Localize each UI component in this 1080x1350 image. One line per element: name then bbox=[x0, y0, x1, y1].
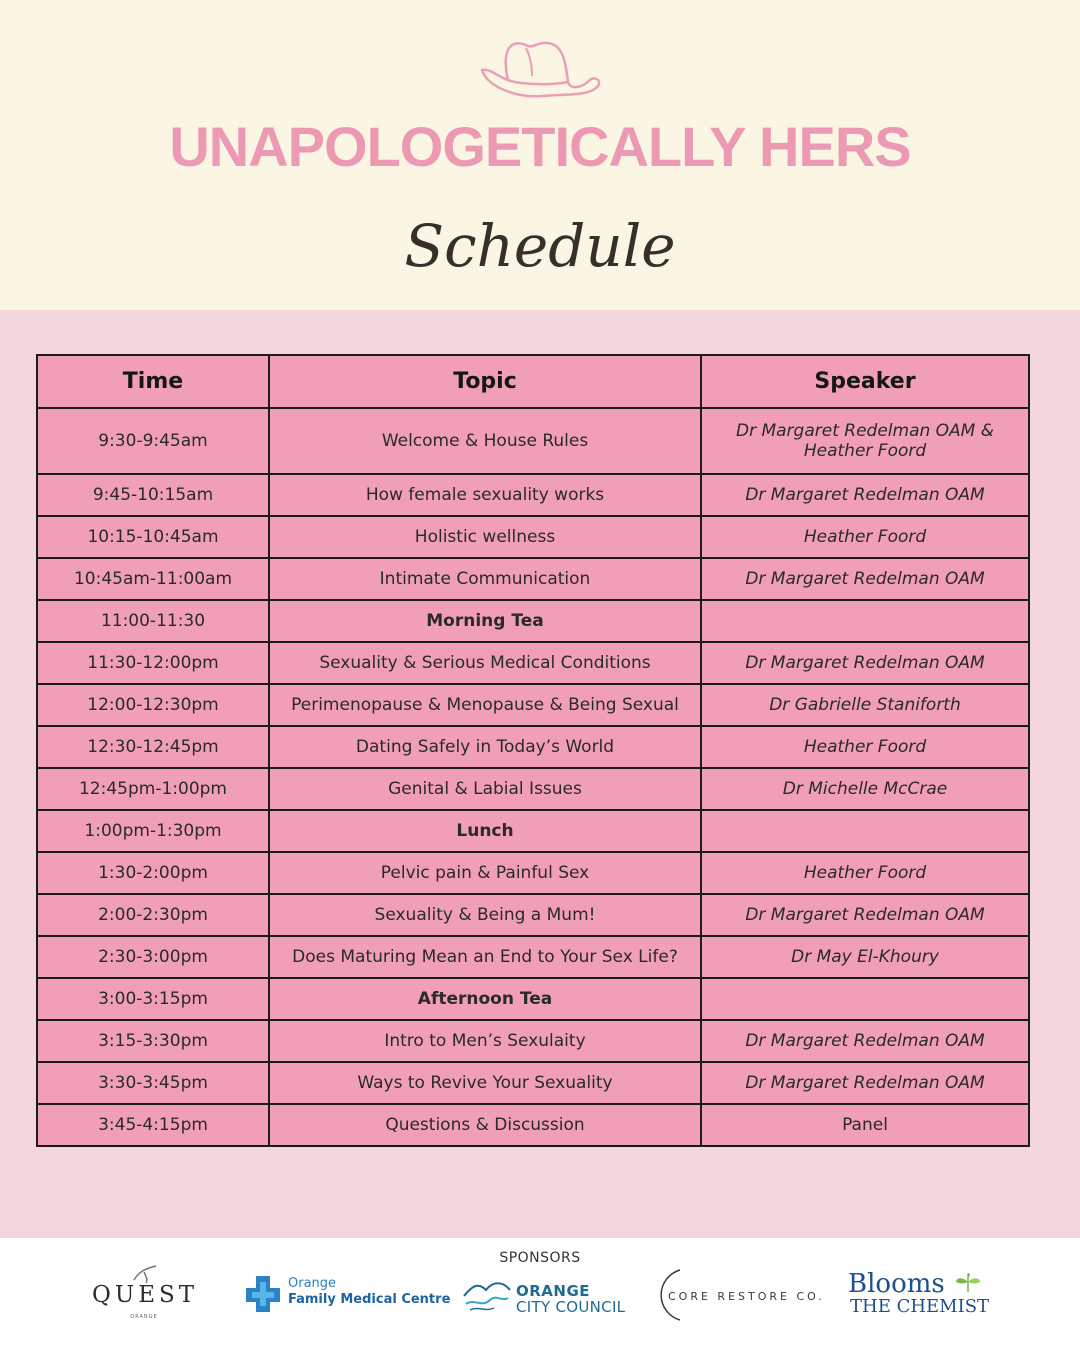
speaker-cell: Dr Margaret Redelman OAM bbox=[701, 1020, 1029, 1062]
leaf-icon bbox=[954, 1272, 982, 1294]
cowboy-hat-icon bbox=[478, 36, 602, 108]
topic-cell: Sexuality & Serious Medical Conditions bbox=[269, 642, 701, 684]
blooms-line1: Blooms bbox=[848, 1269, 945, 1299]
speaker-cell: Panel bbox=[701, 1104, 1029, 1146]
speaker-cell bbox=[701, 978, 1029, 1020]
sponsors-label: SPONSORS bbox=[499, 1250, 581, 1266]
medical-cross-icon bbox=[244, 1274, 282, 1314]
topic-cell: How female sexuality works bbox=[269, 474, 701, 516]
blooms-line2: THE CHEMIST bbox=[850, 1296, 990, 1317]
topic-cell: Ways to Revive Your Sexuality bbox=[269, 1062, 701, 1104]
core-restore-name: CORE RESTORE CO. bbox=[668, 1290, 825, 1303]
sponsors-footer bbox=[0, 1238, 1080, 1350]
time-cell: 9:30-9:45am bbox=[37, 408, 269, 474]
time-cell: 2:00-2:30pm bbox=[37, 894, 269, 936]
quest-sub: ORANGE bbox=[130, 1314, 158, 1320]
table-row bbox=[37, 408, 1029, 474]
speaker-cell: Dr Margaret Redelman OAM bbox=[701, 894, 1029, 936]
orange-city-council-logo bbox=[462, 1274, 632, 1318]
hills-icon bbox=[462, 1276, 512, 1314]
occ-line1: ORANGE bbox=[516, 1282, 591, 1300]
core-restore-logo bbox=[652, 1268, 825, 1322]
speaker-cell bbox=[701, 810, 1029, 852]
speaker-cell bbox=[701, 600, 1029, 642]
topic-cell: Intro to Men’s Sexulaity bbox=[269, 1020, 701, 1062]
time-cell: 10:45am-11:00am bbox=[37, 558, 269, 600]
table-row bbox=[37, 516, 1029, 558]
table-row bbox=[37, 600, 1029, 642]
table-header-row bbox=[37, 355, 1029, 408]
speaker-cell: Dr Gabrielle Staniforth bbox=[701, 684, 1029, 726]
topic-cell: Does Maturing Mean an End to Your Sex Life? bbox=[269, 936, 701, 978]
column-header-speaker: Speaker bbox=[701, 355, 1029, 408]
table-row bbox=[37, 1020, 1029, 1062]
time-cell: 3:45-4:15pm bbox=[37, 1104, 269, 1146]
occ-line2: CITY COUNCIL bbox=[516, 1298, 626, 1316]
table-row bbox=[37, 558, 1029, 600]
table-row bbox=[37, 684, 1029, 726]
blooms-the-chemist-logo bbox=[848, 1270, 998, 1320]
break-topic-cell: Lunch bbox=[269, 810, 701, 852]
ofmc-line2: Family Medical Centre bbox=[288, 1292, 451, 1307]
ofmc-line1: Orange bbox=[288, 1276, 337, 1291]
topic-cell: Holistic wellness bbox=[269, 516, 701, 558]
speaker-cell: Dr Margaret Redelman OAM & Heather Foord bbox=[701, 408, 1029, 474]
time-cell: 3:30-3:45pm bbox=[37, 1062, 269, 1104]
time-cell: 11:30-12:00pm bbox=[37, 642, 269, 684]
time-cell: 2:30-3:00pm bbox=[37, 936, 269, 978]
event-title: UNAPOLOGETICALLY HERS bbox=[169, 115, 911, 178]
table-row bbox=[37, 810, 1029, 852]
table-row bbox=[37, 726, 1029, 768]
speaker-cell: Heather Foord bbox=[701, 852, 1029, 894]
topic-cell: Welcome & House Rules bbox=[269, 408, 701, 474]
quest-bird-icon bbox=[130, 1264, 160, 1284]
speaker-cell: Dr Margaret Redelman OAM bbox=[701, 474, 1029, 516]
speaker-cell: Dr Michelle McCrae bbox=[701, 768, 1029, 810]
quest-logo bbox=[92, 1264, 199, 1326]
speaker-cell: Heather Foord bbox=[701, 726, 1029, 768]
topic-cell: Pelvic pain & Painful Sex bbox=[269, 852, 701, 894]
page-title: Schedule bbox=[404, 212, 676, 280]
time-cell: 9:45-10:15am bbox=[37, 474, 269, 516]
table-row bbox=[37, 852, 1029, 894]
topic-cell: Sexuality & Being a Mum! bbox=[269, 894, 701, 936]
speaker-cell: Dr Margaret Redelman OAM bbox=[701, 642, 1029, 684]
table-row bbox=[37, 474, 1029, 516]
time-cell: 11:00-11:30 bbox=[37, 600, 269, 642]
column-header-time: Time bbox=[37, 355, 269, 408]
speaker-cell: Heather Foord bbox=[701, 516, 1029, 558]
time-cell: 1:00pm-1:30pm bbox=[37, 810, 269, 852]
time-cell: 12:00-12:30pm bbox=[37, 684, 269, 726]
speaker-cell: Dr Margaret Redelman OAM bbox=[701, 1062, 1029, 1104]
table-row bbox=[37, 978, 1029, 1020]
header bbox=[0, 0, 1080, 310]
topic-cell: Questions & Discussion bbox=[269, 1104, 701, 1146]
column-header-topic: Topic bbox=[269, 355, 701, 408]
time-cell: 1:30-2:00pm bbox=[37, 852, 269, 894]
quest-name: QUEST bbox=[92, 1282, 199, 1308]
table-row bbox=[37, 894, 1029, 936]
table-row bbox=[37, 1104, 1029, 1146]
time-cell: 12:30-12:45pm bbox=[37, 726, 269, 768]
topic-cell: Perimenopause & Menopause & Being Sexual bbox=[269, 684, 701, 726]
schedule-table bbox=[36, 354, 1030, 1147]
time-cell: 3:00-3:15pm bbox=[37, 978, 269, 1020]
time-cell: 3:15-3:30pm bbox=[37, 1020, 269, 1062]
break-topic-cell: Afternoon Tea bbox=[269, 978, 701, 1020]
topic-cell: Intimate Communication bbox=[269, 558, 701, 600]
table-row bbox=[37, 1062, 1029, 1104]
speaker-cell: Dr Margaret Redelman OAM bbox=[701, 558, 1029, 600]
table-row bbox=[37, 936, 1029, 978]
orange-family-medical-centre-logo bbox=[244, 1274, 451, 1318]
table-row bbox=[37, 768, 1029, 810]
break-topic-cell: Morning Tea bbox=[269, 600, 701, 642]
time-cell: 12:45pm-1:00pm bbox=[37, 768, 269, 810]
topic-cell: Genital & Labial Issues bbox=[269, 768, 701, 810]
time-cell: 10:15-10:45am bbox=[37, 516, 269, 558]
speaker-cell: Dr May El-Khoury bbox=[701, 936, 1029, 978]
table-row bbox=[37, 642, 1029, 684]
topic-cell: Dating Safely in Today’s World bbox=[269, 726, 701, 768]
